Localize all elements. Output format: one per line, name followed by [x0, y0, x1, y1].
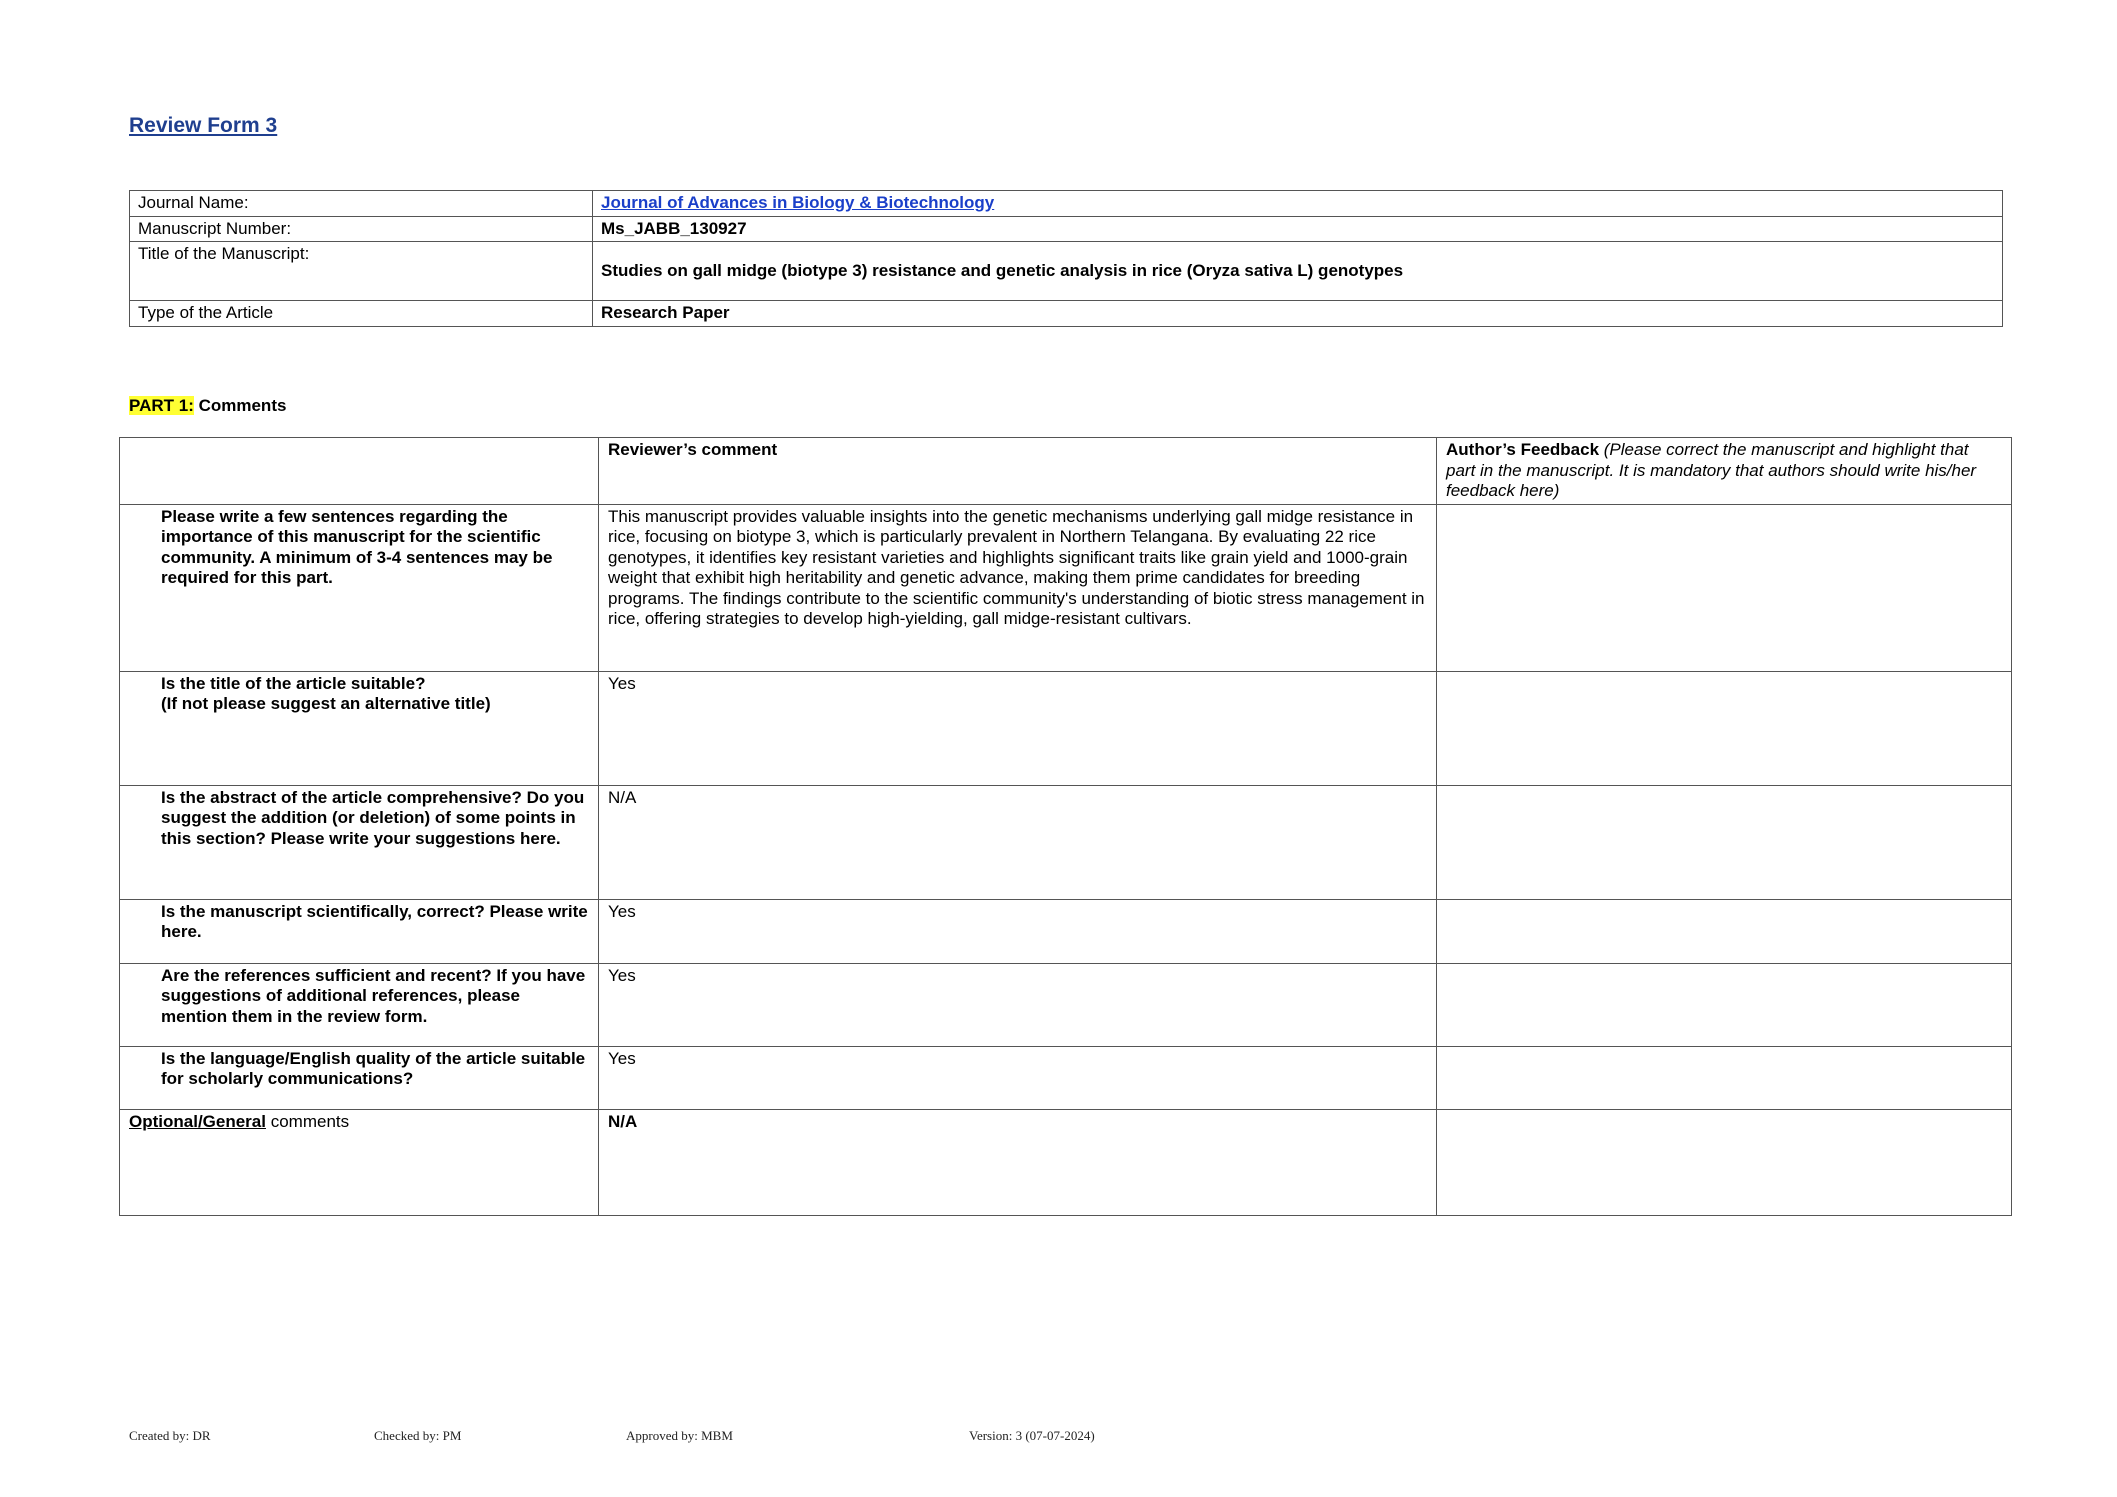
reviewer-comment[interactable]: Yes: [599, 899, 1437, 963]
author-feedback-cell[interactable]: [1437, 504, 2012, 671]
question-title-line1: Is the title of the article suitable?: [161, 673, 426, 693]
author-feedback-cell[interactable]: [1437, 963, 2012, 1046]
optional-general-label: Optional/General: [129, 1111, 266, 1131]
footer-approved-by: Approved by: MBM: [626, 1428, 733, 1443]
table-row: [120, 671, 2012, 785]
manuscript-number-value: Ms_JABB_130927: [593, 216, 2003, 242]
optional-comments-label: [120, 1109, 599, 1215]
comments-table: [119, 437, 2012, 1216]
header-empty-cell: [120, 438, 599, 505]
question-scientific: Is the manuscript scientifically, correct? Please write here.: [120, 899, 599, 963]
manuscript-title-row: [130, 242, 2003, 301]
question-title-line2: (If not please suggest an alternative title): [161, 694, 491, 713]
optional-comments-text: comments: [265, 1111, 350, 1131]
question-language: Is the language/English quality of the article suitable for scholarly communications?: [120, 1046, 599, 1109]
manuscript-title-value: Studies on gall midge (biotype 3) resistance and genetic analysis in rice (Oryza sativa L) genotypes: [593, 242, 2003, 301]
part1-label: PART 1:: [129, 396, 194, 415]
table-row: [120, 785, 2012, 899]
reviewer-comment[interactable]: Yes: [599, 671, 1437, 785]
article-type-row: [130, 301, 2003, 327]
part1-heading-text: Comments: [193, 396, 287, 415]
optional-reviewer-comment[interactable]: N/A: [599, 1109, 1437, 1215]
journal-label: Journal Name:: [130, 191, 593, 217]
reviewer-comment-header: Reviewer’s comment: [599, 438, 1437, 505]
form-title: Review Form 3: [129, 114, 278, 137]
question-title-suitable: [120, 671, 599, 785]
reviewer-comment[interactable]: This manuscript provides valuable insights into the genetic mechanisms underlying gall midge resistance in rice, focusing on biotype 3, which is particularly prevalent in Northern Telangana. By evaluating 22 rice genotypes, it identifies key resistant varieties and highlights significant traits like grain yield and 1000-grain weight that exhibit high heritability and genetic advance, making them prime candidates for breeding programs. The findings contribute to the scientific community's understanding of biotic stress management in rice, offering strategies to develop high-yielding, gall midge-resistant cultivars.: [599, 504, 1437, 671]
footer-checked-by: Checked by: PM: [374, 1428, 462, 1443]
author-feedback-cell[interactable]: [1437, 785, 2012, 899]
reviewer-comment[interactable]: Yes: [599, 963, 1437, 1046]
manuscript-number-row: [130, 216, 2003, 242]
journal-link[interactable]: Journal of Advances in Biology & Biotechnology: [601, 193, 995, 212]
author-feedback-cell[interactable]: [1437, 899, 2012, 963]
reviewer-comment[interactable]: N/A: [599, 785, 1437, 899]
author-feedback-cell[interactable]: [1437, 1046, 2012, 1109]
table-row: [120, 1109, 2012, 1215]
author-feedback-cell[interactable]: [1437, 671, 2012, 785]
table-row: [120, 899, 2012, 963]
table-row: [120, 963, 2012, 1046]
question-abstract: Is the abstract of the article comprehensive? Do you suggest the addition (or deletion) of some points in this section? Please write your suggestions here.: [120, 785, 599, 899]
question-references: Are the references sufficient and recent? If you have suggestions of additional references, please mention them in the review form.: [120, 963, 599, 1046]
article-type-label: Type of the Article: [130, 301, 593, 327]
footer-version: Version: 3 (07-07-2024): [969, 1428, 1095, 1443]
manuscript-info-table: [129, 190, 2003, 327]
manuscript-title-label: Title of the Manuscript:: [130, 242, 593, 301]
table-row: [120, 504, 2012, 671]
comments-header-row: [120, 438, 2012, 505]
author-feedback-cell[interactable]: [1437, 1109, 2012, 1215]
manuscript-number-label: Manuscript Number:: [130, 216, 593, 242]
footer-created-by: Created by: DR: [129, 1428, 211, 1443]
reviewer-comment[interactable]: Yes: [599, 1046, 1437, 1109]
article-type-value: Research Paper: [593, 301, 2003, 327]
question-importance: Please write a few sentences regarding the importance of this manuscript for the scientific community. A minimum of 3-4 sentences may be required for this part.: [120, 504, 599, 671]
journal-value: [593, 191, 2003, 217]
table-row: [120, 1046, 2012, 1109]
author-feedback-instructions: (Please correct the manuscript and highlight that part in the manuscript. It is mandatory that authors should write his/her feedback here): [1446, 440, 1977, 500]
part1-heading: [129, 396, 286, 416]
author-feedback-title: Author’s Feedback: [1446, 440, 1600, 459]
journal-row: [130, 191, 2003, 217]
author-feedback-header: [1437, 438, 2012, 505]
